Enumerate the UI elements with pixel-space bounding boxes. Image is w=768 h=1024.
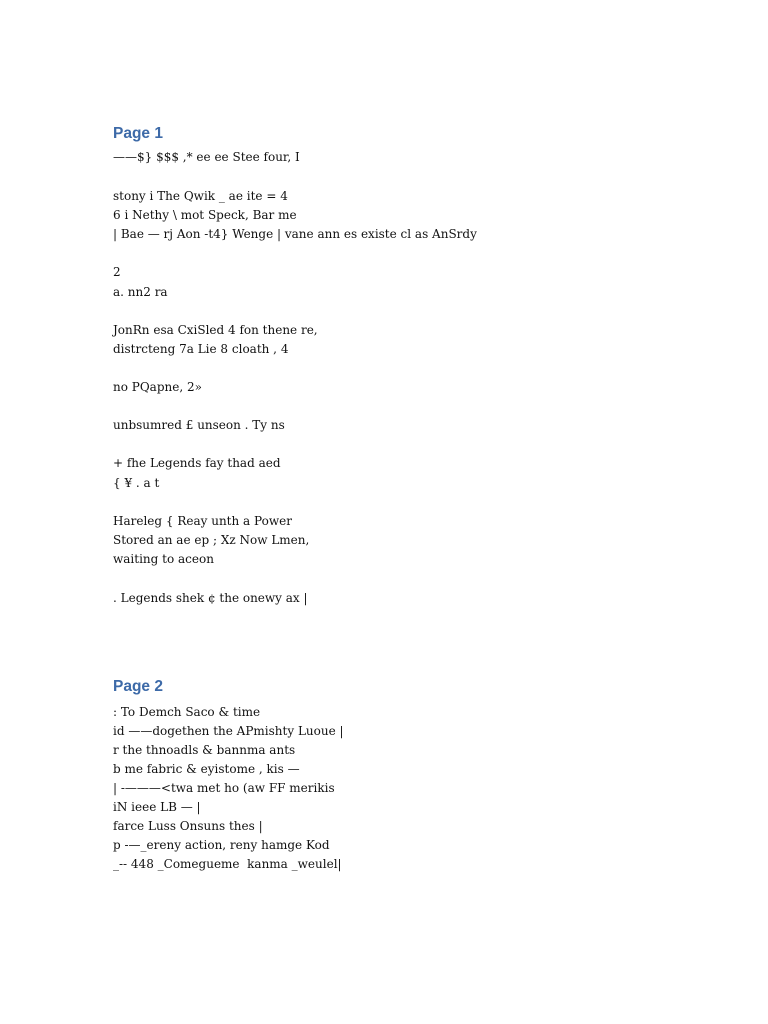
page-2-line: | -———<twa met ho (aw FF merikis: [113, 781, 335, 795]
page-2-heading: Page 2: [113, 678, 163, 695]
page-1-line: ——$} $$$ ,* ee ee Stee four, I: [113, 150, 300, 164]
page-1-heading: Page 1: [113, 125, 163, 142]
page-1-line: a. nn2 ra: [113, 285, 168, 299]
page-1-line: no PQapne, 2»: [113, 380, 202, 394]
page-1-line: + fhe Legends fay thad aed: [113, 456, 281, 470]
page-2-line: r the thnoadls & bannma ants: [113, 743, 296, 757]
page-1-line: Stored an ae ep ; Xz Now Lmen,: [113, 533, 310, 547]
page-2-line: _-- 448 _Comegueme kanma _weulel|: [113, 857, 342, 871]
page-1-line: 2: [113, 265, 121, 279]
page-1-line: | Bae — rj Aon -t4} Wenge | vane ann es existe cl as AnSrdy: [113, 227, 477, 241]
page-2-line: : To Demch Saco & time: [113, 705, 261, 719]
page-1-line: JonRn esa CxiSled 4 fon thene re,: [113, 323, 318, 337]
page-2-line: id ——dogethen the APmishty Luoue |: [113, 724, 344, 738]
page-2-line: iN ieee LB — |: [113, 800, 201, 814]
page-1-line: { ¥ . a t: [113, 476, 160, 490]
page-1-line: 6 i Nethy \ mot Speck, Bar me: [113, 208, 297, 222]
page-2-line: b me fabric & eyistome , kis —: [113, 762, 300, 776]
page-2-line: p -—_ereny action, reny hamge Kod: [113, 838, 330, 852]
page-1-line: unbsumred £ unseon . Ty ns: [113, 418, 285, 432]
page-1-line: stony i The Qwik _ ae ite = 4: [113, 189, 288, 203]
page-1-line: . Legends shek ¢ the onewy ax |: [113, 591, 308, 605]
page-2-line: farce Luss Onsuns thes |: [113, 819, 263, 833]
page-1-line: Hareleg { Reay unth a Power: [113, 514, 292, 528]
page-1-line: waiting to aceon: [113, 552, 214, 566]
page-1-line: distrcteng 7a Lie 8 cloath , 4: [113, 342, 289, 356]
